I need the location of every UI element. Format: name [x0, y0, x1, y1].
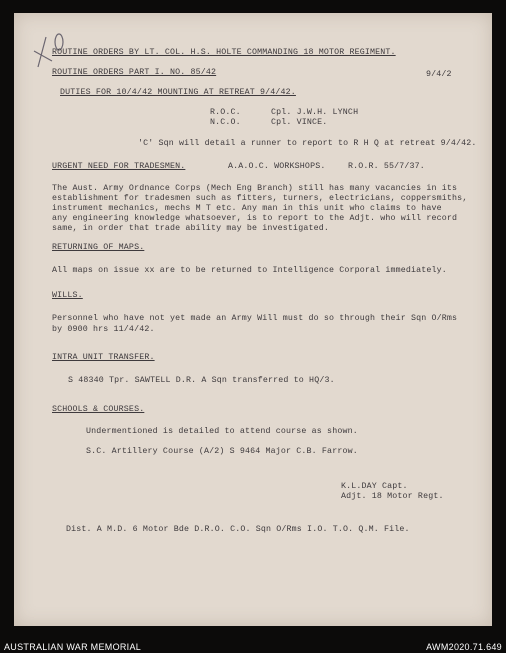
roc-label: R.O.C. — [210, 108, 241, 117]
part-heading: ROUTINE ORDERS PART I. NO. 85/42 — [52, 68, 217, 77]
wills-paragraph-line: Personnel who have not yet made an Army Will must do so through their Sqn O/Rms — [52, 314, 458, 323]
urgent-reference: A.A.O.C. WORKSHOPS. — [228, 162, 326, 171]
urgent-paragraph-line: instrument mechanics, mechs M T etc. Any man in this unit who claims to have — [52, 204, 442, 213]
schools-heading: SCHOOLS & COURSES. — [52, 405, 145, 414]
urgent-reference-2: R.O.R. 55/7/37. — [348, 162, 425, 171]
footer-catalogue-number: AWM2020.71.649 — [426, 642, 502, 652]
wills-heading: WILLS. — [52, 291, 83, 300]
urgent-paragraph-line: establishment for tradesmen such as fitters, turners, electricians, coppersmiths, — [52, 194, 468, 203]
nco-name: Cpl. VINCE. — [271, 118, 328, 127]
urgent-paragraph-line: The Aust. Army Ordnance Corps (Mech Eng Branch) still has many vacancies in its — [52, 184, 458, 193]
wills-paragraph-line: by 0900 hrs 11/4/42. — [52, 325, 155, 334]
course-text: S.C. Artillery Course (A/2) S 9464 Major C.B. Farrow. — [86, 447, 358, 456]
footer-institution: AUSTRALIAN WAR MEMORIAL — [4, 642, 142, 652]
runner-line: 'C' Sqn will detail a runner to report to R H Q at retreat 9/4/42. — [138, 139, 477, 148]
urgent-paragraph-line: same, in order that trade ability may be investigated. — [52, 224, 329, 233]
order-heading: ROUTINE ORDERS BY LT. COL. H.S. HOLTE COMMANDING 18 MOTOR REGIMENT. — [52, 48, 396, 57]
signature-name: K.L.DAY Capt. — [341, 482, 408, 491]
transfer-text: S 48340 Tpr. SAWTELL D.R. A Sqn transferred to HQ/3. — [68, 376, 335, 385]
maps-heading: RETURNING OF MAPS. — [52, 243, 145, 252]
transfer-heading: INTRA UNIT TRANSFER. — [52, 353, 155, 362]
distribution-line: Dist. A M.D. 6 Motor Bde D.R.O. C.O. Sqn O/Rms I.O. T.O. Q.M. File. — [66, 525, 410, 534]
urgent-heading: URGENT NEED FOR TRADESMEN. — [52, 162, 186, 171]
roc-name: Cpl. J.W.H. LYNCH — [271, 108, 359, 117]
order-date: 9/4/2 — [426, 70, 452, 79]
maps-text: All maps on issue xx are to be returned to Intelligence Corporal immediately. — [52, 266, 447, 275]
duties-heading: DUTIES FOR 10/4/42 MOUNTING AT RETREAT 9/4/42. — [60, 88, 296, 97]
urgent-paragraph-line: any engineering knowledge whatsoever, is to report to the Adjt. who will record — [52, 214, 458, 223]
document-sheet — [14, 13, 492, 626]
schools-text: Undermentioned is detailed to attend course as shown. — [86, 427, 358, 436]
nco-label: N.C.O. — [210, 118, 241, 127]
signature-title: Adjt. 18 Motor Regt. — [341, 492, 444, 501]
